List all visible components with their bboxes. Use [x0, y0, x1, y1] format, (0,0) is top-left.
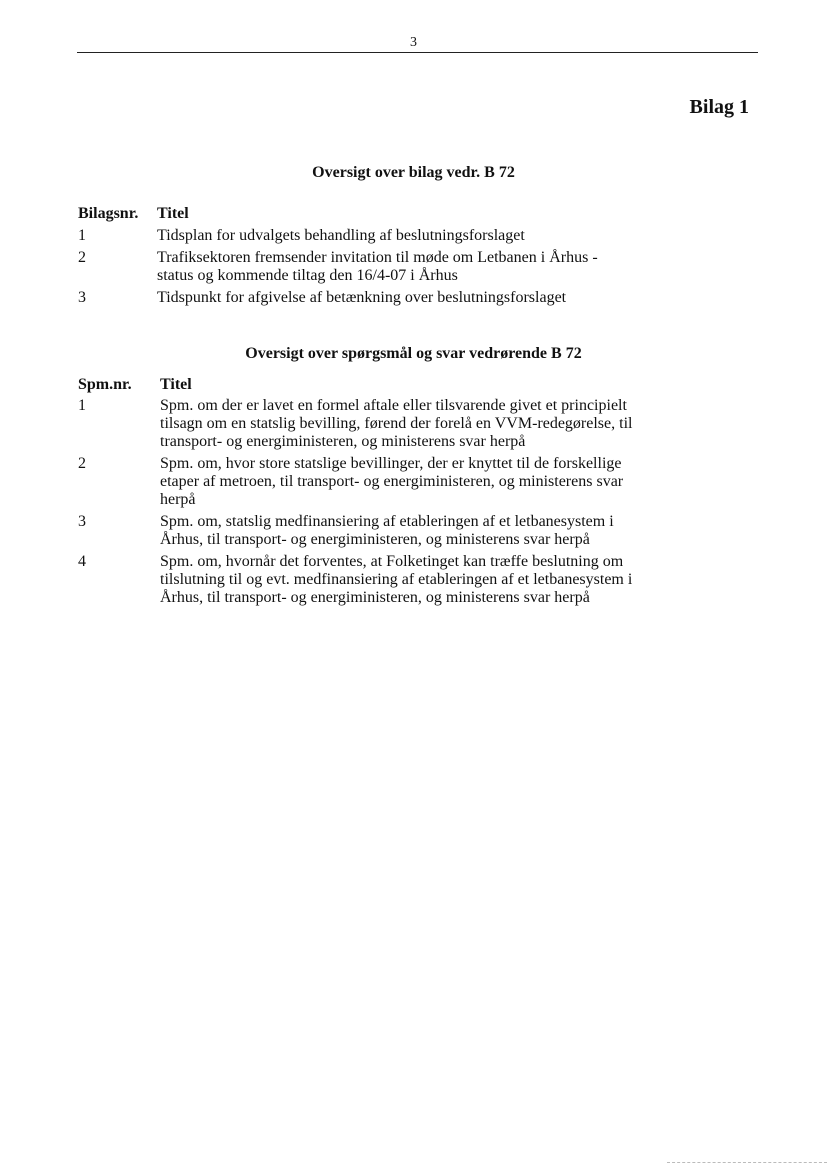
- table-row: [78, 455, 633, 509]
- table-row: [78, 289, 638, 307]
- row-number: 4: [78, 553, 86, 570]
- appendix-overview-title: Oversigt over bilag vedr. B 72: [312, 164, 515, 181]
- questions-table-header: [78, 376, 633, 394]
- column-header-title: Titel: [160, 376, 192, 393]
- row-title: Tidspunkt for afgivelse af betænkning over beslutningsforslaget: [157, 289, 567, 306]
- row-number: 1: [78, 397, 86, 414]
- appendix-label: Bilag 1: [689, 96, 749, 118]
- table-row: [78, 249, 638, 285]
- row-title: Spm. om, statslig medfinansiering af etableringen af et letbanesystem i Århus, til transport- og energiministeren, og ministerens svar herpå: [160, 513, 614, 548]
- questions-table: [78, 376, 633, 607]
- row-number: 3: [78, 289, 86, 306]
- row-number: 2: [78, 249, 86, 266]
- row-title: Spm. om, hvor store statslige bevillinger, der er knyttet til de forskellige etaper af metroen, til transport- og energiministeren, og ministerens svar herpå: [160, 455, 624, 508]
- row-number: 2: [78, 455, 86, 472]
- column-header-number: Spm.nr.: [78, 376, 132, 393]
- row-title: Spm. om, hvornår det forventes, at Folketinget kan træffe beslutning om tilslutning til og evt. medfinansiering af etableringen af et letbanesystem i Århus, til transport- og energiministeren, og ministerens svar herpå: [160, 553, 633, 606]
- appendix-table: [78, 205, 638, 307]
- row-title: Spm. om der er lavet en formel aftale eller tilsvarende givet et principielt tilsagn om en statslig bevilling, førend der forelå en VVM-redegørelse, til transport- og energiministeren, og ministerens svar herpå: [160, 397, 633, 450]
- appendix-table-header: [78, 205, 638, 223]
- row-number: 1: [78, 227, 86, 244]
- page-number: 3: [410, 35, 417, 50]
- table-row: [78, 397, 633, 451]
- table-row: [78, 227, 638, 245]
- column-header-title: Titel: [157, 205, 189, 222]
- row-title: Trafiksektoren fremsender invitation til møde om Letbanen i Århus - status og kommende tiltag den 16/4-07 i Århus: [157, 249, 598, 284]
- scan-artifact: [667, 1162, 827, 1163]
- questions-overview-title: Oversigt over spørgsmål og svar vedrørende B 72: [245, 345, 582, 362]
- column-header-number: Bilagsnr.: [78, 205, 139, 222]
- table-row: [78, 553, 633, 607]
- header-rule: [77, 52, 758, 53]
- row-number: 3: [78, 513, 86, 530]
- table-row: [78, 513, 633, 549]
- row-title: Tidsplan for udvalgets behandling af beslutningsforslaget: [157, 227, 525, 244]
